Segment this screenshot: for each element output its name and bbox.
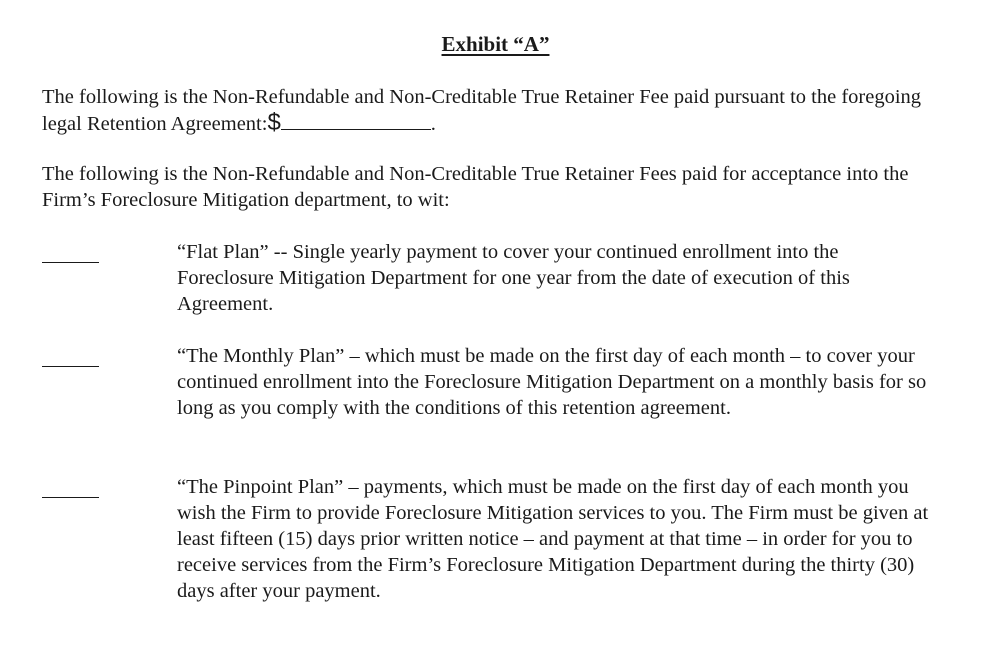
fee-period: . xyxy=(430,113,436,135)
retainer-fee-paragraph xyxy=(42,84,942,137)
plan-selection-blank[interactable] xyxy=(42,262,99,263)
exhibit-title xyxy=(0,31,991,57)
plan-description: “The Pinpoint Plan” – payments, which must be made on the first day of each month you wish the Firm to provide Foreclosure Mitigation services to you. The Firm must be given at least fifteen (15) days prior written notice – and payment at that time – in order for you to receive services from the Firm’s Foreclosure Mitigation Department during the thirty (30) days after your payment. xyxy=(177,476,929,602)
retainer-fee-text: The following is the Non-Refundable and Non-Creditable True Retainer Fee paid pursuant to the foregoing legal Retention Agreement: xyxy=(42,86,922,135)
mitigation-fees-paragraph: The following is the Non-Refundable and Non-Creditable True Retainer Fees paid for acceptance into the Firm’s Foreclosure Mitigation department, to wit: xyxy=(42,163,909,211)
plan-description: “The Monthly Plan” – which must be made on the first day of each month – to cover your continued enrollment into the Foreclosure Mitigation Department on a monthly basis for so long as you comply with the conditions of this retention agreement. xyxy=(177,345,927,419)
plan-selection-blank[interactable] xyxy=(42,497,99,498)
plan-description: “Flat Plan” -- Single yearly payment to cover your continued enrollment into the Foreclosure Mitigation Department for one year from the date of execution of this Agreement. xyxy=(177,241,850,315)
plan-selection-blank[interactable] xyxy=(42,366,99,367)
exhibit-title-text: Exhibit “A” xyxy=(441,32,550,56)
dollar-sign: $ xyxy=(267,109,281,136)
fee-amount-blank[interactable] xyxy=(281,111,431,130)
